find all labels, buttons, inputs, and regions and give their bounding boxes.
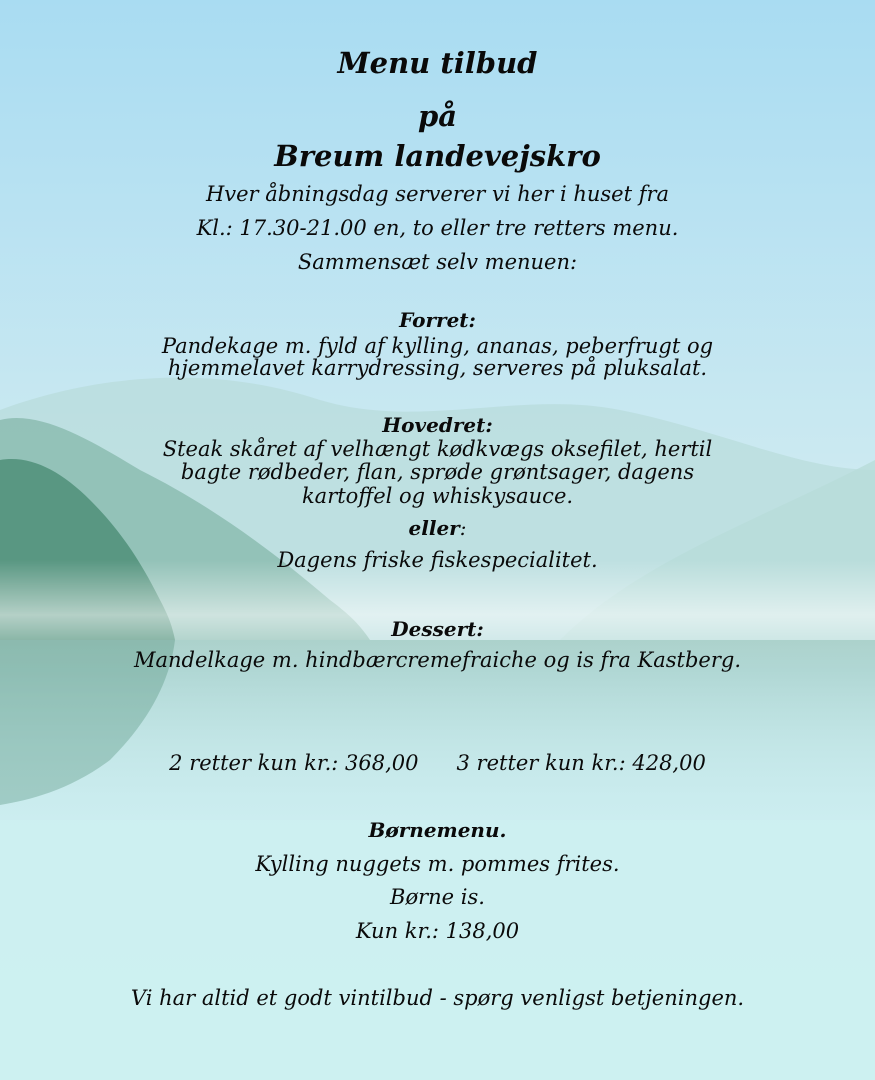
wine-offer-note: Vi har altid et godt vintilbud - spørg venligst betjeningen.	[130, 986, 745, 1010]
menu-title-preposition: på	[417, 99, 458, 133]
kids-menu-heading: Børnemenu.	[368, 818, 507, 842]
main-course-description-line: bagte rødbeder, flan, sprøde grøntsager, dagens	[180, 460, 695, 484]
dessert-description-line: Mandelkage m. hindbærcremefraiche og is fra Kastberg.	[133, 648, 741, 672]
starter-description-line: Pandekage m. fyld af kylling, ananas, peberfrugt og	[161, 334, 714, 358]
starter-heading: Forret:	[399, 308, 476, 332]
main-course-alternative: Dagens friske fiskespecialitet.	[277, 548, 598, 572]
kids-menu-line: Børne is.	[390, 885, 485, 909]
price-row	[0, 751, 875, 775]
main-course-heading: Hovedret:	[382, 413, 493, 437]
kids-menu-price: Kun kr.: 138,00	[355, 919, 520, 943]
or-label: eller:	[408, 516, 467, 540]
menu-title: Menu tilbud	[337, 46, 538, 80]
dessert-heading: Dessert:	[391, 617, 484, 641]
restaurant-name: Breum landevejskro	[274, 139, 601, 173]
three-course-price: 3 retter kun kr.: 428,00	[456, 751, 706, 775]
intro-line: Hver åbningsdag serverer vi her i huset fra	[205, 182, 670, 206]
kids-menu-line: Kylling nuggets m. pommes frites.	[255, 852, 620, 876]
intro-line: Kl.: 17.30-21.00 en, to eller tre retters menu.	[196, 216, 679, 240]
starter-description-line: hjemmelavet karrydressing, serveres på pluksalat.	[167, 356, 708, 380]
intro-line: Sammensæt selv menuen:	[297, 250, 578, 274]
main-course-description-line: Steak skåret af velhængt kødkvægs oksefilet, hertil	[162, 437, 713, 461]
two-course-price: 2 retter kun kr.: 368,00	[169, 751, 419, 775]
main-course-description-line: kartoffel og whiskysauce.	[301, 484, 574, 508]
